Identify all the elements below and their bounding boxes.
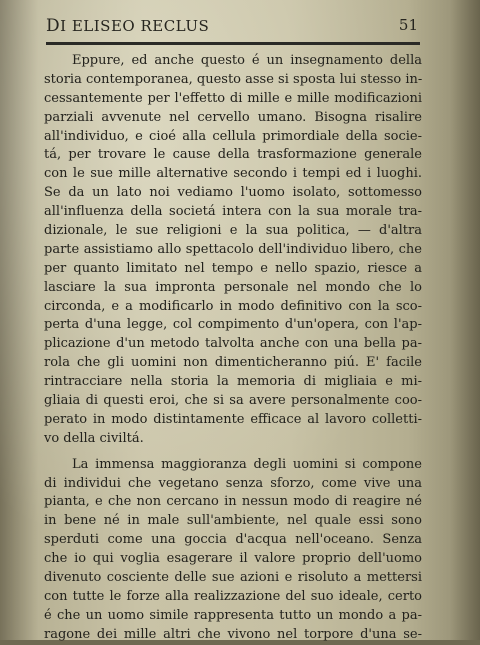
text-line: vo della civiltá. [44,430,144,446]
text-line: parziali avvenute nel cervello umano. Bisogna risalire [44,109,422,125]
text-line: Se da un lato noi vediamo l'uomo isolato, sottomesso [44,185,422,201]
paragraph-1 [44,52,422,449]
text-line: che io qui voglia esagerare il valore proprio dell'uomo [44,551,422,567]
running-title-initial: D [46,16,61,36]
text-line: rintracciare nella storia la memoria di migliaia e mi- [44,374,422,390]
body-text [44,52,422,645]
text-line: in bene né in male sull'ambiente, nel quale essi sono [44,513,422,529]
paragraph-gap [44,449,422,456]
text-line: tá, per trovare le cause della trasformazione generale [44,147,422,163]
text-line: plicazione d'un metodo talvolta anche con una bella pa- [44,336,422,352]
paragraph-2 [44,456,422,645]
text-line: per quanto limitato nel tempo e nello spazio, riesce a [44,260,422,276]
text-line: dizionale, le sue religioni e la sua politica, — d'altra [44,223,422,239]
text-line: divenuto cosciente delle sue azioni e risoluto a mettersi [44,570,422,586]
page-number: 51 [398,16,418,34]
text-line: perta d'una legge, col compimento d'un'opera, con l'ap- [44,317,422,333]
text-line: sperduti come una goccia d'acqua nell'oceano. Senza [44,532,422,548]
text-line: storia contemporanea, questo asse si sposta lui stesso in- [44,71,423,87]
page-edge-shadow [450,0,480,640]
text-line: rola che gli uomini non dimenticheranno piú. E' facile [44,355,422,371]
text-line: circonda, e a modificarlo in modo definitivo con la sco- [44,298,422,314]
text-line: La immensa maggioranza degli uomini si compone [72,456,422,472]
running-title [46,16,209,36]
text-line: Eppure, ed anche questo é un insegnamento della [72,53,422,68]
text-line: all'influenza della societá intera con la sua morale tra- [44,204,422,220]
text-line: cessantemente per l'effetto di mille e mille modificazioni [44,90,422,106]
page-header [46,16,420,45]
text-line: gliaia di questi eroi, che si sa avere personalmente coo- [44,393,422,409]
text-line: all'individuo, e cioé alla cellula primordiale della socie- [44,128,422,144]
running-title-text: I ELISEO RECLUS [60,17,210,35]
text-line: perato in modo distintamente efficace al lavoro colletti- [44,411,422,427]
text-line: é che un uomo simile rappresenta tutto un mondo a pa- [44,607,422,623]
text-line: pianta, e che non cercano in nessun modo di reagire né [44,494,422,510]
text-line: ragone dei mille altri che vivono nel torpore d'una se- [44,626,422,642]
text-line: parte assistiamo allo spettacolo dell'individuo libero, che [44,241,422,257]
text-line: lasciare la sua impronta personale nel mondo che lo [44,279,422,295]
text-line: con le sue mille alternative secondo i tempi ed i luoghi. [44,166,422,182]
text-line: di individui che vegetano senza sforzo, come vive una [44,475,422,491]
text-line: con tutte le forze alla realizzazione del suo ideale, certo [44,588,422,604]
